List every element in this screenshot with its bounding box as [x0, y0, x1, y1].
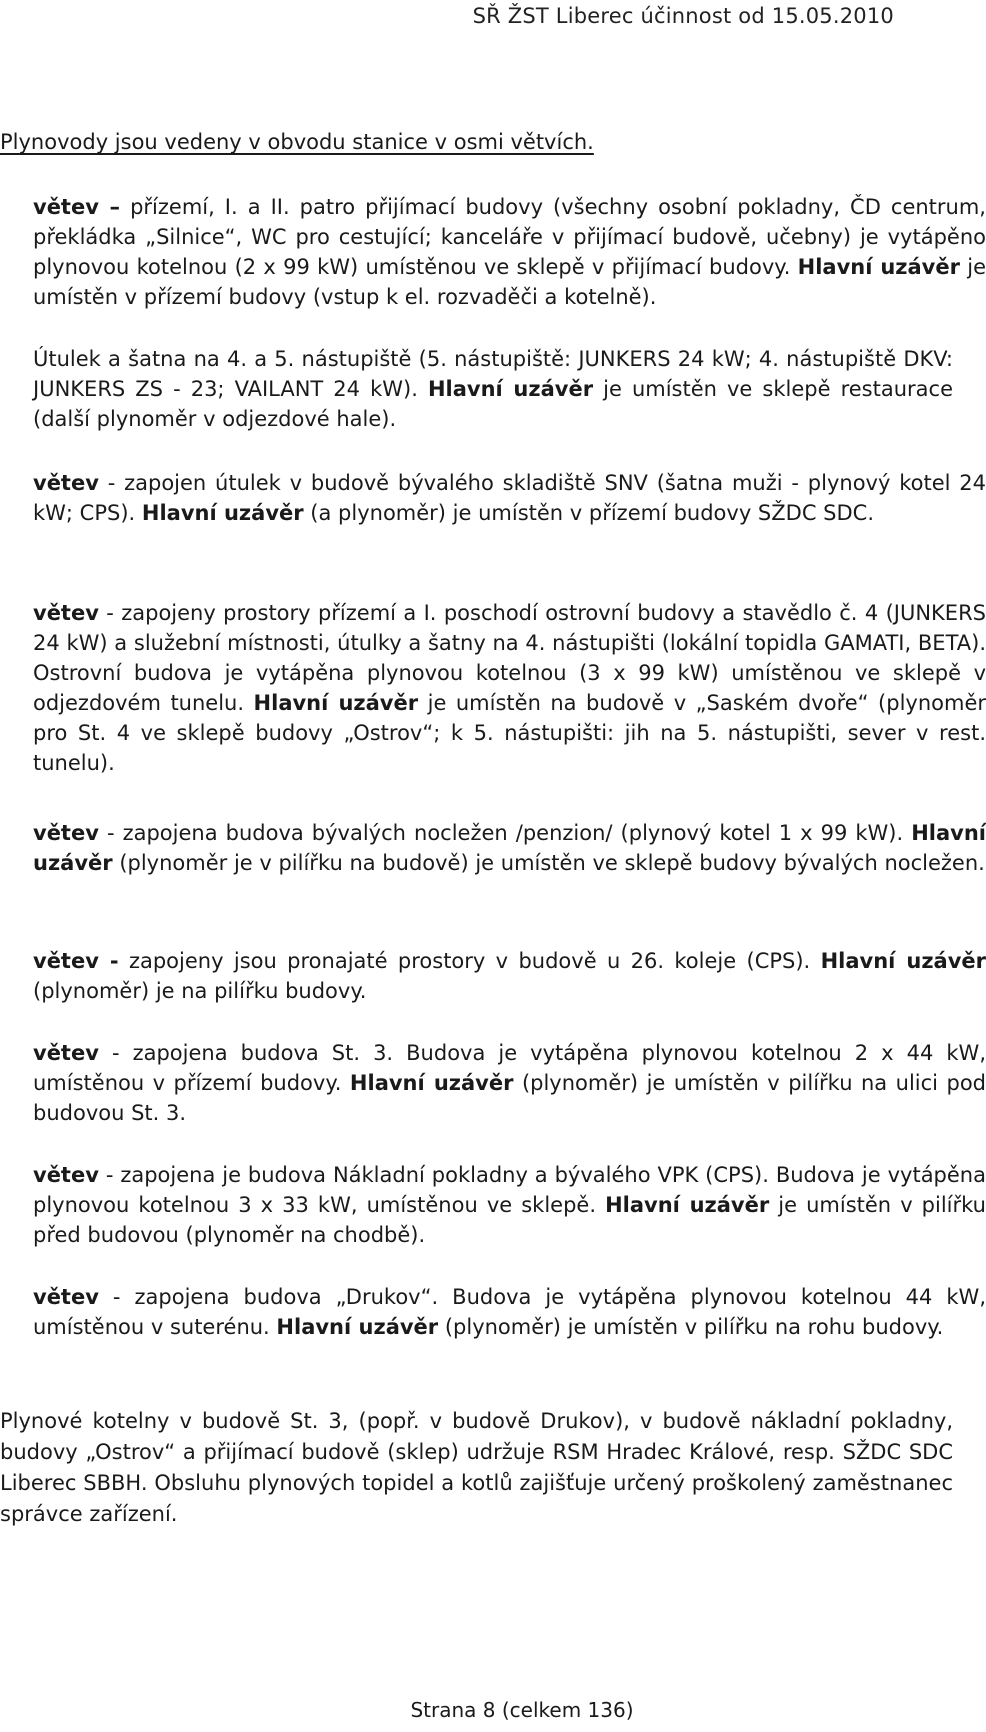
main-valve-label: Hlavní uzávěr	[276, 1315, 439, 1339]
branch-label: větev	[33, 471, 99, 495]
branch-text: je umístěn na budově v „Saském dvoře“ (plynoměr pro St. 4 ve sklepě budovy „Ostrov“; k 5. nástupišti: jih na 5. nástupišti, sever v rest. tunelu).	[33, 691, 986, 775]
branch-3	[0, 598, 986, 778]
branch-2	[0, 468, 986, 528]
branch-number	[0, 598, 33, 628]
branch-text: - zapojen útulek v budově bývalého skladiště SNV (šatna muži - plynový kotel 24 kW; CPS).	[33, 471, 986, 525]
main-valve-label: Hlavní uzávěr	[33, 821, 986, 875]
branch-label: větev	[33, 601, 99, 625]
branch-text: (plynoměr) je umístěn v pilířku na rohu budovy.	[438, 1315, 944, 1339]
closing-paragraph: Plynové kotelny v budově St. 3, (popř. v budově Drukov), v budově nákladní pokladny, budovy „Ostrov“ a přijímací budově (sklep) udržuje RSM Hradec Králové, resp. SŽDC SDC Liberec SBBH. Obsluhu plynových topidel a kotlů zajišťuje určený proškolený zaměstnanec správce zařízení.	[0, 1409, 953, 1526]
branch-text: je umístěn v pilířku před budovou (plynoměr na chodbě).	[33, 1193, 986, 1247]
branch-text: zapojeny jsou pronajaté prostory v budově u 26. koleje (CPS).	[118, 949, 821, 973]
branch-text: (plynoměr je v pilířku na budově) je umístěn ve sklepě budovy bývalých nocležen.	[112, 851, 985, 875]
main-valve-label: Hlavní uzávěr	[820, 949, 986, 973]
page-number: Strana 8 (celkem 136)	[410, 1698, 634, 1722]
main-valve-label: Hlavní uzávěr	[141, 501, 304, 525]
branch-6	[0, 1038, 986, 1128]
branch-number	[0, 1038, 33, 1068]
branch-label: větev	[33, 1285, 99, 1309]
branch-text: Útulek a šatna na 4. a 5. nástupiště (5. nástupiště: JUNKERS 24 kW; 4. nástupiště DKV: JUNKERS ZS - 23; VAILANT 24 kW).	[33, 347, 953, 401]
branch-number	[0, 946, 33, 976]
branch-text: (a plynoměr) je umístěn v přízemí budovy SŽDC SDC.	[303, 501, 874, 525]
branch-number	[0, 818, 33, 848]
branch-text: - zapojena je budova Nákladní pokladny a bývalého VPK (CPS). Budova je vytápěna plynovou kotelnou 3 x 33 kW, umístěnou ve sklepě.	[33, 1163, 986, 1217]
main-valve-label: Hlavní uzávěr	[349, 1071, 514, 1095]
main-valve-label: Hlavní uzávěr	[605, 1193, 770, 1217]
branch-1-continued	[0, 344, 953, 434]
branch-text: - zapojena budova bývalých nocležen /penzion/ (plynový kotel 1 x 99 kW).	[98, 821, 912, 845]
page-footer	[0, 1698, 960, 1722]
main-valve-label: Hlavní uzávěr	[253, 691, 419, 715]
branch-5	[0, 946, 986, 1006]
main-valve-label: Hlavní uzávěr	[427, 377, 594, 401]
branch-text: - zapojena budova St. 3. Budova je vytápěna plynovou kotelnou 2 x 44 kW, umístěnou v přízemí budovy.	[33, 1041, 986, 1095]
branch-label: větev	[33, 821, 99, 845]
branch-number	[0, 1160, 33, 1190]
branch-text: je umístěn v přízemí budovy (vstup k el. rozvaděči a kotelně).	[33, 255, 986, 309]
branch-text: (plynoměr) je na pilířku budovy.	[33, 979, 367, 1003]
branch-text: je umístěn ve sklepě restaurace (další plynoměr v odjezdové hale).	[33, 377, 953, 431]
page-header: SŘ ŽST Liberec účinnost od 15.05.2010	[472, 4, 894, 28]
branch-label: větev	[33, 1041, 99, 1065]
branch-label: větev -	[33, 949, 119, 973]
branch-number	[0, 1282, 33, 1312]
intro-line: Plynovody jsou vedeny v obvodu stanice v osmi větvích.	[0, 130, 594, 154]
branch-1	[0, 192, 986, 312]
branch-number	[0, 468, 33, 498]
branch-7	[0, 1160, 986, 1250]
branch-text: - zapojena budova „Drukov“. Budova je vytápěna plynovou kotelnou 44 kW, umístěnou v suterénu.	[33, 1285, 986, 1339]
branch-text: přízemí, I. a II. patro přijímací budovy (všechny osobní pokladny, ČD centrum, překládka „Silnice“, WC pro cestující; kanceláře v přijímací budově, učebny) je vytápěno plynovou kotelnou (2 x 99 kW) umístěnou ve sklepě v přijímací budovy.	[33, 195, 986, 279]
main-valve-label: Hlavní uzávěr	[797, 255, 960, 279]
branch-text: (plynoměr) je umístěn v pilířku na ulici pod budovou St. 3.	[33, 1071, 986, 1125]
branch-text: - zapojeny prostory přízemí a I. poschodí ostrovní budovy a stavědlo č. 4 (JUNKERS 24 kW) a služební místnosti, útulky a šatny na 4. nástupišti (lokální topidla GAMATI, BETA). Ostrovní budova je vytápěna plynovou kotelnou (3 x 99 kW) umístěnou ve sklepě v odjezdovém tunelu.	[33, 601, 986, 715]
branch-label: větev –	[33, 195, 121, 219]
branch-number	[0, 192, 33, 222]
branch-4	[0, 818, 986, 878]
branch-8	[0, 1282, 986, 1342]
branch-label: větev	[33, 1163, 99, 1187]
